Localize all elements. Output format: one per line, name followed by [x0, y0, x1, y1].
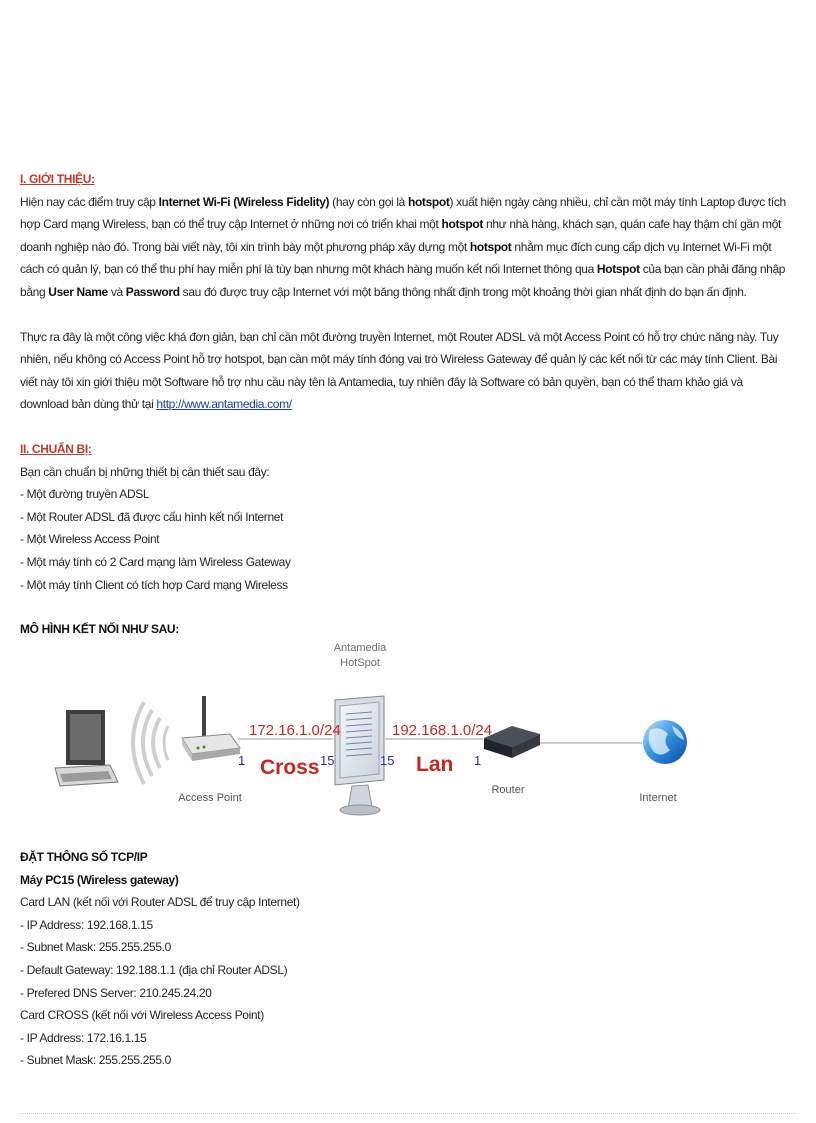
intro-bold-term: Internet Wi-Fi (Wireless Fidelity): [158, 194, 330, 209]
cross-word: Cross: [260, 756, 320, 779]
intro-bold-term: Password: [125, 284, 180, 299]
antamedia-link[interactable]: http://www.antamedia.com/: [156, 397, 292, 412]
router-label: Router: [491, 784, 525, 796]
prep-list-item: - Một Router ADSL đã được cấu hình kết nối Internet: [20, 509, 284, 524]
model-title: MÔ HÌNH KẾT NỐI NHƯ SAU:: [20, 622, 179, 637]
document-body: [20, 168, 790, 641]
intro-text-run: Hiện nay các điểm truy cập: [20, 194, 159, 209]
intro-text-run: sau đó được truy cập Internet với một băng thông nhất định trong một khoảng thời gian nhất định do bạn ấn định.: [179, 284, 747, 299]
tcp-setting-line: - Default Gateway: 192.188.1.1 (địa chỉ Router ADSL): [20, 962, 288, 977]
access-point-icon: [182, 696, 240, 761]
footer-divider: [20, 1113, 796, 1114]
network-diagram: [0, 630, 816, 830]
access-point-label: Access Point: [178, 792, 242, 804]
tcp-setting-line: - IP Address: 172.16.1.15: [20, 1030, 147, 1045]
intro-paragraph-1: [20, 191, 790, 304]
prep-list: [20, 483, 790, 596]
tcp-setting-line: Card LAN (kết nối với Router ADSL để truy cập Internet): [20, 895, 300, 910]
internet-globe-icon: [643, 720, 687, 764]
laptop-icon: [55, 710, 118, 786]
intro-text-run: (hay còn gọi là: [329, 194, 408, 209]
hotspot-label-line2: HotSpot: [340, 657, 380, 669]
prep-list-item: - Một đường truyền ADSL: [20, 487, 150, 502]
intro-bold-term: User Name: [48, 284, 108, 299]
lan-network-label: 192.168.1.0/24: [392, 722, 493, 739]
hotspot-pc-icon: [335, 696, 384, 815]
hotspot-label-line1: Antamedia: [333, 642, 387, 654]
pc-left-port-number: 15: [320, 753, 335, 768]
tcp-title: ĐẶT THÔNG SỐ TCP/IP: [20, 850, 148, 864]
prep-list-item: - Một máy tính Client có tích hợp Card mạng Wireless: [20, 577, 288, 592]
ap-port-number: 1: [238, 753, 246, 768]
intro-text-run: và: [107, 284, 126, 299]
intro-heading: I. GIỚI THIỆU:: [20, 172, 95, 186]
internet-label: Internet: [639, 792, 677, 804]
tcp-setting-line: - Subnet Mask: 255.255.255.0: [20, 940, 171, 955]
tcp-lines: [20, 891, 790, 1072]
prep-list-item: - Một máy tính có 2 Card mạng làm Wireless Gateway: [20, 554, 291, 569]
wireless-signal-icon: [133, 702, 168, 784]
intro-bold-term: hotspot: [469, 239, 512, 254]
prep-lead: Bạn cần chuẩn bị những thiết bị cần thiết sau đây:: [20, 464, 270, 479]
intro-text-run: nhằm mục đích cung cấp dịch vụ Internet Wi-Fi một cách có quản lý, bạn có thể thu phí hay miễn phí là tùy bạn nhưng một khách hàng muốn kết nối Internet thông qua: [20, 239, 772, 277]
intro-bold-term: hotspot: [441, 217, 484, 232]
prep-heading: II. CHUẨN BỊ:: [20, 441, 92, 456]
intro-bold-term: hotspot: [407, 194, 450, 209]
tcp-ip-section: [20, 846, 790, 1072]
tcp-setting-line: - Subnet Mask: 255.255.255.0: [20, 1053, 171, 1068]
router-icon: [484, 726, 540, 758]
intro-text-run: như nhà hàng, khách sạn, quán cafe hay thậm chí gần một doanh nghiệp nào đó. Trong bài viết này, tôi xin trình bày một phương pháp xây dựng một: [20, 217, 782, 254]
router-port-number: 1: [474, 753, 482, 768]
intro-bold-term: Hotspot: [596, 262, 640, 277]
tcp-setting-line: - IP Address: 192.168.1.15: [20, 917, 153, 932]
intro-paragraph-2: [20, 326, 790, 416]
tcp-setting-line: Card CROSS (kết nối với Wireless Access Point): [20, 1008, 264, 1023]
tcp-subtitle: Máy PC15 (Wireless gateway): [20, 872, 179, 887]
intro-text-run: của bạn cần phải đăng nhập bằng: [20, 262, 786, 299]
cross-network-label: 172.16.1.0/24: [249, 722, 341, 739]
intro-paragraph-2-text: Thực ra đây là một công việc khá đơn giản, bạn chỉ cần một đường truyền Internet, một Router ADSL và một Access Point có hỗ trợ chức năng này. Tuy nhiên, nếu không có Access Point hỗ trợ hotspot, bạn cần một máy tính đóng vai trò Wireless Gateway để quản lý các kết nối từ các máy tính Client. Bài viết này tôi xin giới thiệu một Software hỗ trợ nhu cầu này tên là Antamedia, tuy nhiên đây là Software có bản quyền, bạn có thể tham khảo giá và download bản dùng thử tại: [20, 329, 779, 412]
tcp-setting-line: - Prefered DNS Server: 210.245.24.20: [20, 985, 212, 1000]
pc-right-port-number: 15: [380, 753, 395, 768]
intro-text-run: ) xuất hiện ngày càng nhiều, chỉ cần một máy tính Laptop được tích hợp Card mạng Wireless, bạn có thể truy cập Internet ở những nơi có triển khai một: [20, 194, 786, 232]
prep-list-item: - Một Wireless Access Point: [20, 532, 160, 547]
lan-word: Lan: [416, 753, 454, 776]
